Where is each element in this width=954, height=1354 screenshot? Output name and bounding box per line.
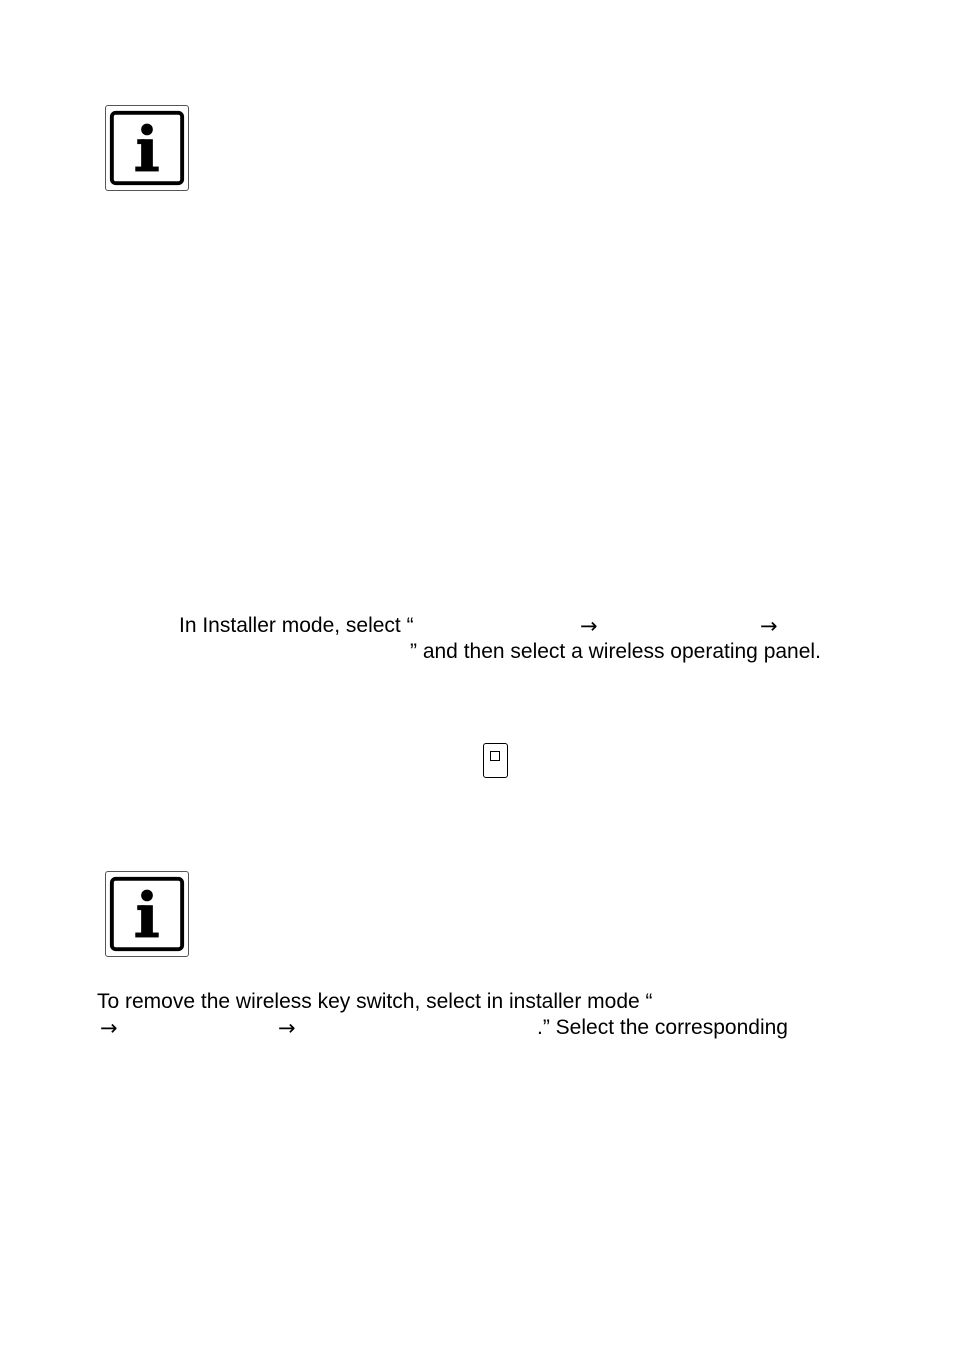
info-icon (105, 105, 189, 191)
right-arrow-icon: → (760, 614, 778, 638)
remove-instruction-line-1: To remove the wireless key switch, select in installer mode “ (97, 990, 653, 1013)
right-arrow-icon: → (100, 1016, 118, 1040)
right-arrow-icon: → (278, 1016, 296, 1040)
info-icon (105, 871, 189, 957)
info-icon-graphic (106, 872, 188, 956)
key-switch-icon (483, 743, 508, 778)
step-instruction-line-2: ” and then select a wireless operating panel. (410, 640, 821, 663)
info-icon-graphic (106, 106, 188, 190)
step-instruction-line-1: In Installer mode, select “ (179, 614, 414, 637)
right-arrow-icon: → (580, 614, 598, 638)
remove-instruction-line-2: .” Select the corresponding (537, 1016, 788, 1039)
